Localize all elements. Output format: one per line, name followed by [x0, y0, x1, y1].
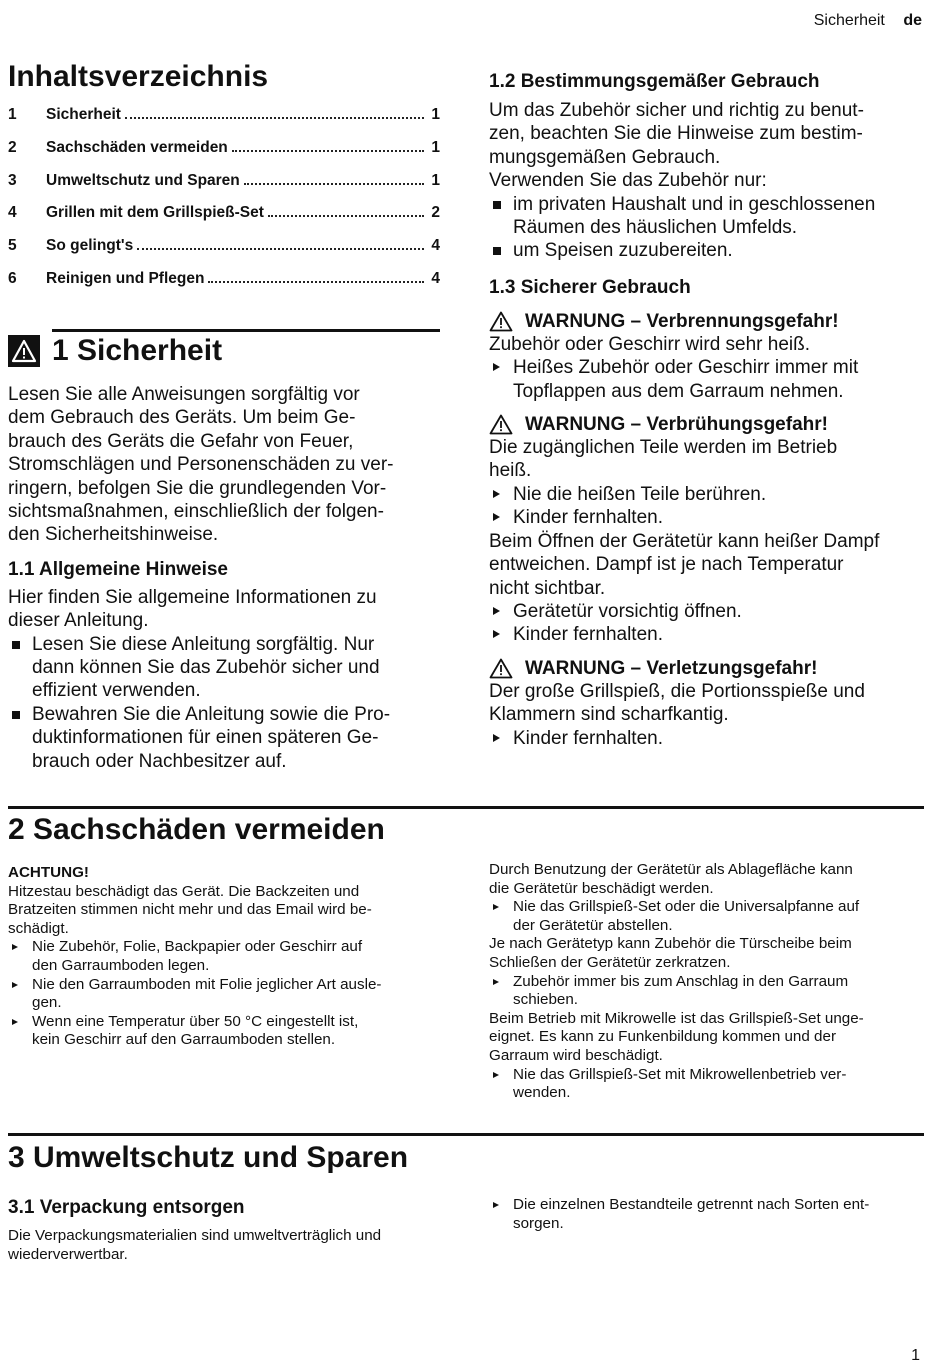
subsection-1-2-text: Um das Zubehör sicher und richtig zu benut- zen, beachten Sie die Hinweise zum bestim- mungsgemäßen Gebrauch. [489, 100, 864, 168]
list-item: Wenn eine Temperatur über 50 °C eingestellt ist, kein Geschirr auf den Garraumboden stellen. [8, 1013, 440, 1050]
toc-entry-page: 2 [431, 204, 440, 222]
toc-entry-page: 1 [431, 138, 440, 156]
toc-entry[interactable] [8, 139, 440, 172]
warning-text: Der große Grillspieß, die Portionsspieße und Klammern sind scharfkantig. [489, 680, 865, 726]
warning-text: Zubehör oder Geschirr wird sehr heiß. [489, 333, 811, 355]
section-rule [52, 329, 440, 332]
toc-entry-number: 1 [8, 106, 17, 123]
notice-text: Je nach Gerätetyp kann Zubehör die Türscheibe beim Schließen der Gerätetür zerkratzen. [489, 935, 852, 971]
toc-entry[interactable] [8, 106, 440, 139]
list-item: Nie den Garraumboden mit Folie jeglicher Art ausle- gen. [8, 976, 440, 1013]
section-2-left [8, 864, 440, 1050]
list-item: Nie die heißen Teile berühren. [489, 483, 924, 506]
toc-dot-leader [125, 116, 424, 119]
warning-burn [489, 310, 924, 333]
toc-entry-number: 4 [8, 204, 17, 222]
list-item: Nie das Grillspieß-Set oder die Universalpfanne auf der Gerätetür abstellen. [489, 898, 924, 935]
subsection-1-1-title: 1.1 Allgemeine Hinweise [8, 558, 228, 580]
toc-dot-leader [232, 149, 424, 152]
warning-injury [489, 657, 924, 680]
table-of-contents [8, 106, 440, 303]
toc-title: Inhaltsverzeichnis [8, 60, 269, 93]
subsection-3-1-title: 3.1 Verpackung entsorgen [8, 1197, 245, 1218]
header-section: Sicherheit [813, 12, 885, 29]
subsection-3-1-text: Die Verpackungsmaterialien sind umweltverträglich und wiederverwertbar. [8, 1227, 382, 1263]
notice-text: Durch Benutzung der Gerätetür als Ablagefläche kann die Gerätetür beschädigt werden. [489, 861, 853, 897]
list-item: Lesen Sie diese Anleitung sorgfältig. Nur dann können Sie das Zubehör sicher und effizient verwenden. [8, 633, 440, 703]
toc-entry[interactable] [8, 204, 440, 237]
toc-dot-leader [268, 214, 424, 217]
section-1-right [489, 70, 924, 750]
warning-icon [8, 335, 40, 367]
warning-title: WARNUNG – Verbrennungsgefahr! [525, 310, 839, 332]
toc-entry-label: Reinigen und Pflegen [46, 269, 205, 287]
warning-text: Die zugänglichen Teile werden im Betrieb heiß. [489, 437, 838, 482]
header-language: de [903, 12, 922, 29]
list-item: Zubehör immer bis zum Anschlag in den Garraum schieben. [489, 973, 924, 1010]
list-item: Kinder fernhalten. [489, 623, 924, 646]
subsection-1-3-title: 1.3 Sicherer Gebrauch [489, 276, 691, 298]
section-1-title: 1 Sicherheit [52, 334, 223, 367]
warning-text: Beim Öffnen der Gerätetür kann heißer Dampf entweichen. Dampf ist je nach Temperatur nicht sichtbar. [489, 530, 880, 599]
section-rule [8, 1133, 924, 1136]
toc-entry-number: 2 [8, 138, 17, 156]
toc-dot-leader [137, 247, 424, 250]
toc-entry-label: Sachschäden vermeiden [46, 138, 228, 156]
section-3-title: 3 Umweltschutz und Sparen [8, 1141, 409, 1174]
list-item: Nie Zubehör, Folie, Backpapier oder Geschirr auf den Garraumboden legen. [8, 938, 440, 975]
toc-dot-leader [244, 182, 424, 185]
toc-entry-number: 6 [8, 269, 17, 287]
toc-entry-number: 3 [8, 171, 17, 189]
list-item: um Speisen zuzubereiten. [489, 239, 924, 262]
toc-entry-label: Umweltschutz und Sparen [46, 171, 240, 189]
toc-entry[interactable] [8, 172, 440, 205]
warning-triangle-icon [489, 311, 513, 332]
section-1-left [8, 383, 440, 773]
toc-dot-leader [208, 280, 424, 283]
warning-triangle-icon [489, 414, 513, 435]
section-3-left [8, 1196, 440, 1264]
section-2-title: 2 Sachschäden vermeiden [8, 813, 385, 846]
toc-entry-label: Grillen mit dem Grillspieß-Set [46, 204, 264, 222]
section-2-right [489, 861, 924, 1103]
toc-entry-label: So gelingt's [46, 237, 134, 255]
warning-triangle-icon [489, 658, 513, 679]
subsection-1-1-text: Hier finden Sie allgemeine Informationen zu dieser Anleitung. [8, 586, 377, 632]
toc-entry-number: 5 [8, 237, 17, 255]
notice-text: Hitzestau beschädigt das Gerät. Die Backzeiten und Bratzeiten stimmen nicht mehr und das Email wird be- schädigt. [8, 882, 372, 937]
page-number: 1 [911, 1347, 920, 1364]
warning-title: WARNUNG – Verbrühungsgefahr! [525, 414, 828, 436]
list-item: im privaten Haushalt und in geschlossenen Räumen des häuslichen Umfelds. [489, 193, 924, 240]
section-3-right [489, 1196, 924, 1233]
list-item: Die einzelnen Bestandteile getrennt nach Sorten ent- sorgen. [489, 1196, 924, 1233]
toc-entry-label: Sicherheit [46, 106, 121, 123]
toc-entry[interactable] [8, 270, 440, 303]
toc-entry-page: 1 [431, 171, 440, 189]
list-item: Nie das Grillspieß-Set mit Mikrowellenbetrieb ver- wenden. [489, 1066, 924, 1103]
section-1-heading [8, 334, 222, 368]
list-item: Kinder fernhalten. [489, 727, 924, 750]
toc-entry[interactable] [8, 237, 440, 270]
list-item: Kinder fernhalten. [489, 506, 924, 529]
subsection-1-2-title: 1.2 Bestimmungsgemäßer Gebrauch [489, 71, 820, 92]
list-item: Heißes Zubehör oder Geschirr immer mit Topflappen aus dem Garraum nehmen. [489, 356, 924, 403]
toc-entry-page: 1 [431, 106, 440, 123]
warning-title: WARNUNG – Verletzungsgefahr! [525, 657, 818, 679]
toc-entry-page: 4 [431, 237, 440, 255]
list-item: Gerätetür vorsichtig öffnen. [489, 600, 924, 623]
notice-label: ACHTUNG! [8, 864, 89, 881]
section-1-intro: Lesen Sie alle Anweisungen sorgfältig vor dem Gebrauch des Geräts. Um beim Ge- brauch des Geräts die Gefahr von Feuer, Stromschlägen und Personenschäden zu ver- ringern, befolgen Sie die grundlegenden Vor- sichtsmaßnahmen, einschließlich der folgen- den Sicherheitshinweise. [8, 384, 394, 546]
toc-entry-page: 4 [431, 269, 440, 287]
notice-text: Beim Betrieb mit Mikrowelle ist das Grillspieß-Set unge- eignet. Es kann zu Funkenbildung kommen und der Garraum wird beschädigt. [489, 1009, 864, 1064]
warning-scald [489, 413, 924, 436]
subsection-1-2-text2: Verwenden Sie das Zubehör nur: [489, 170, 767, 192]
list-item: Bewahren Sie die Anleitung sowie die Pro- duktinformationen für einen späteren Ge- brauch oder Nachbesitzer auf. [8, 703, 440, 773]
section-rule [8, 806, 924, 809]
page-header [814, 12, 922, 30]
